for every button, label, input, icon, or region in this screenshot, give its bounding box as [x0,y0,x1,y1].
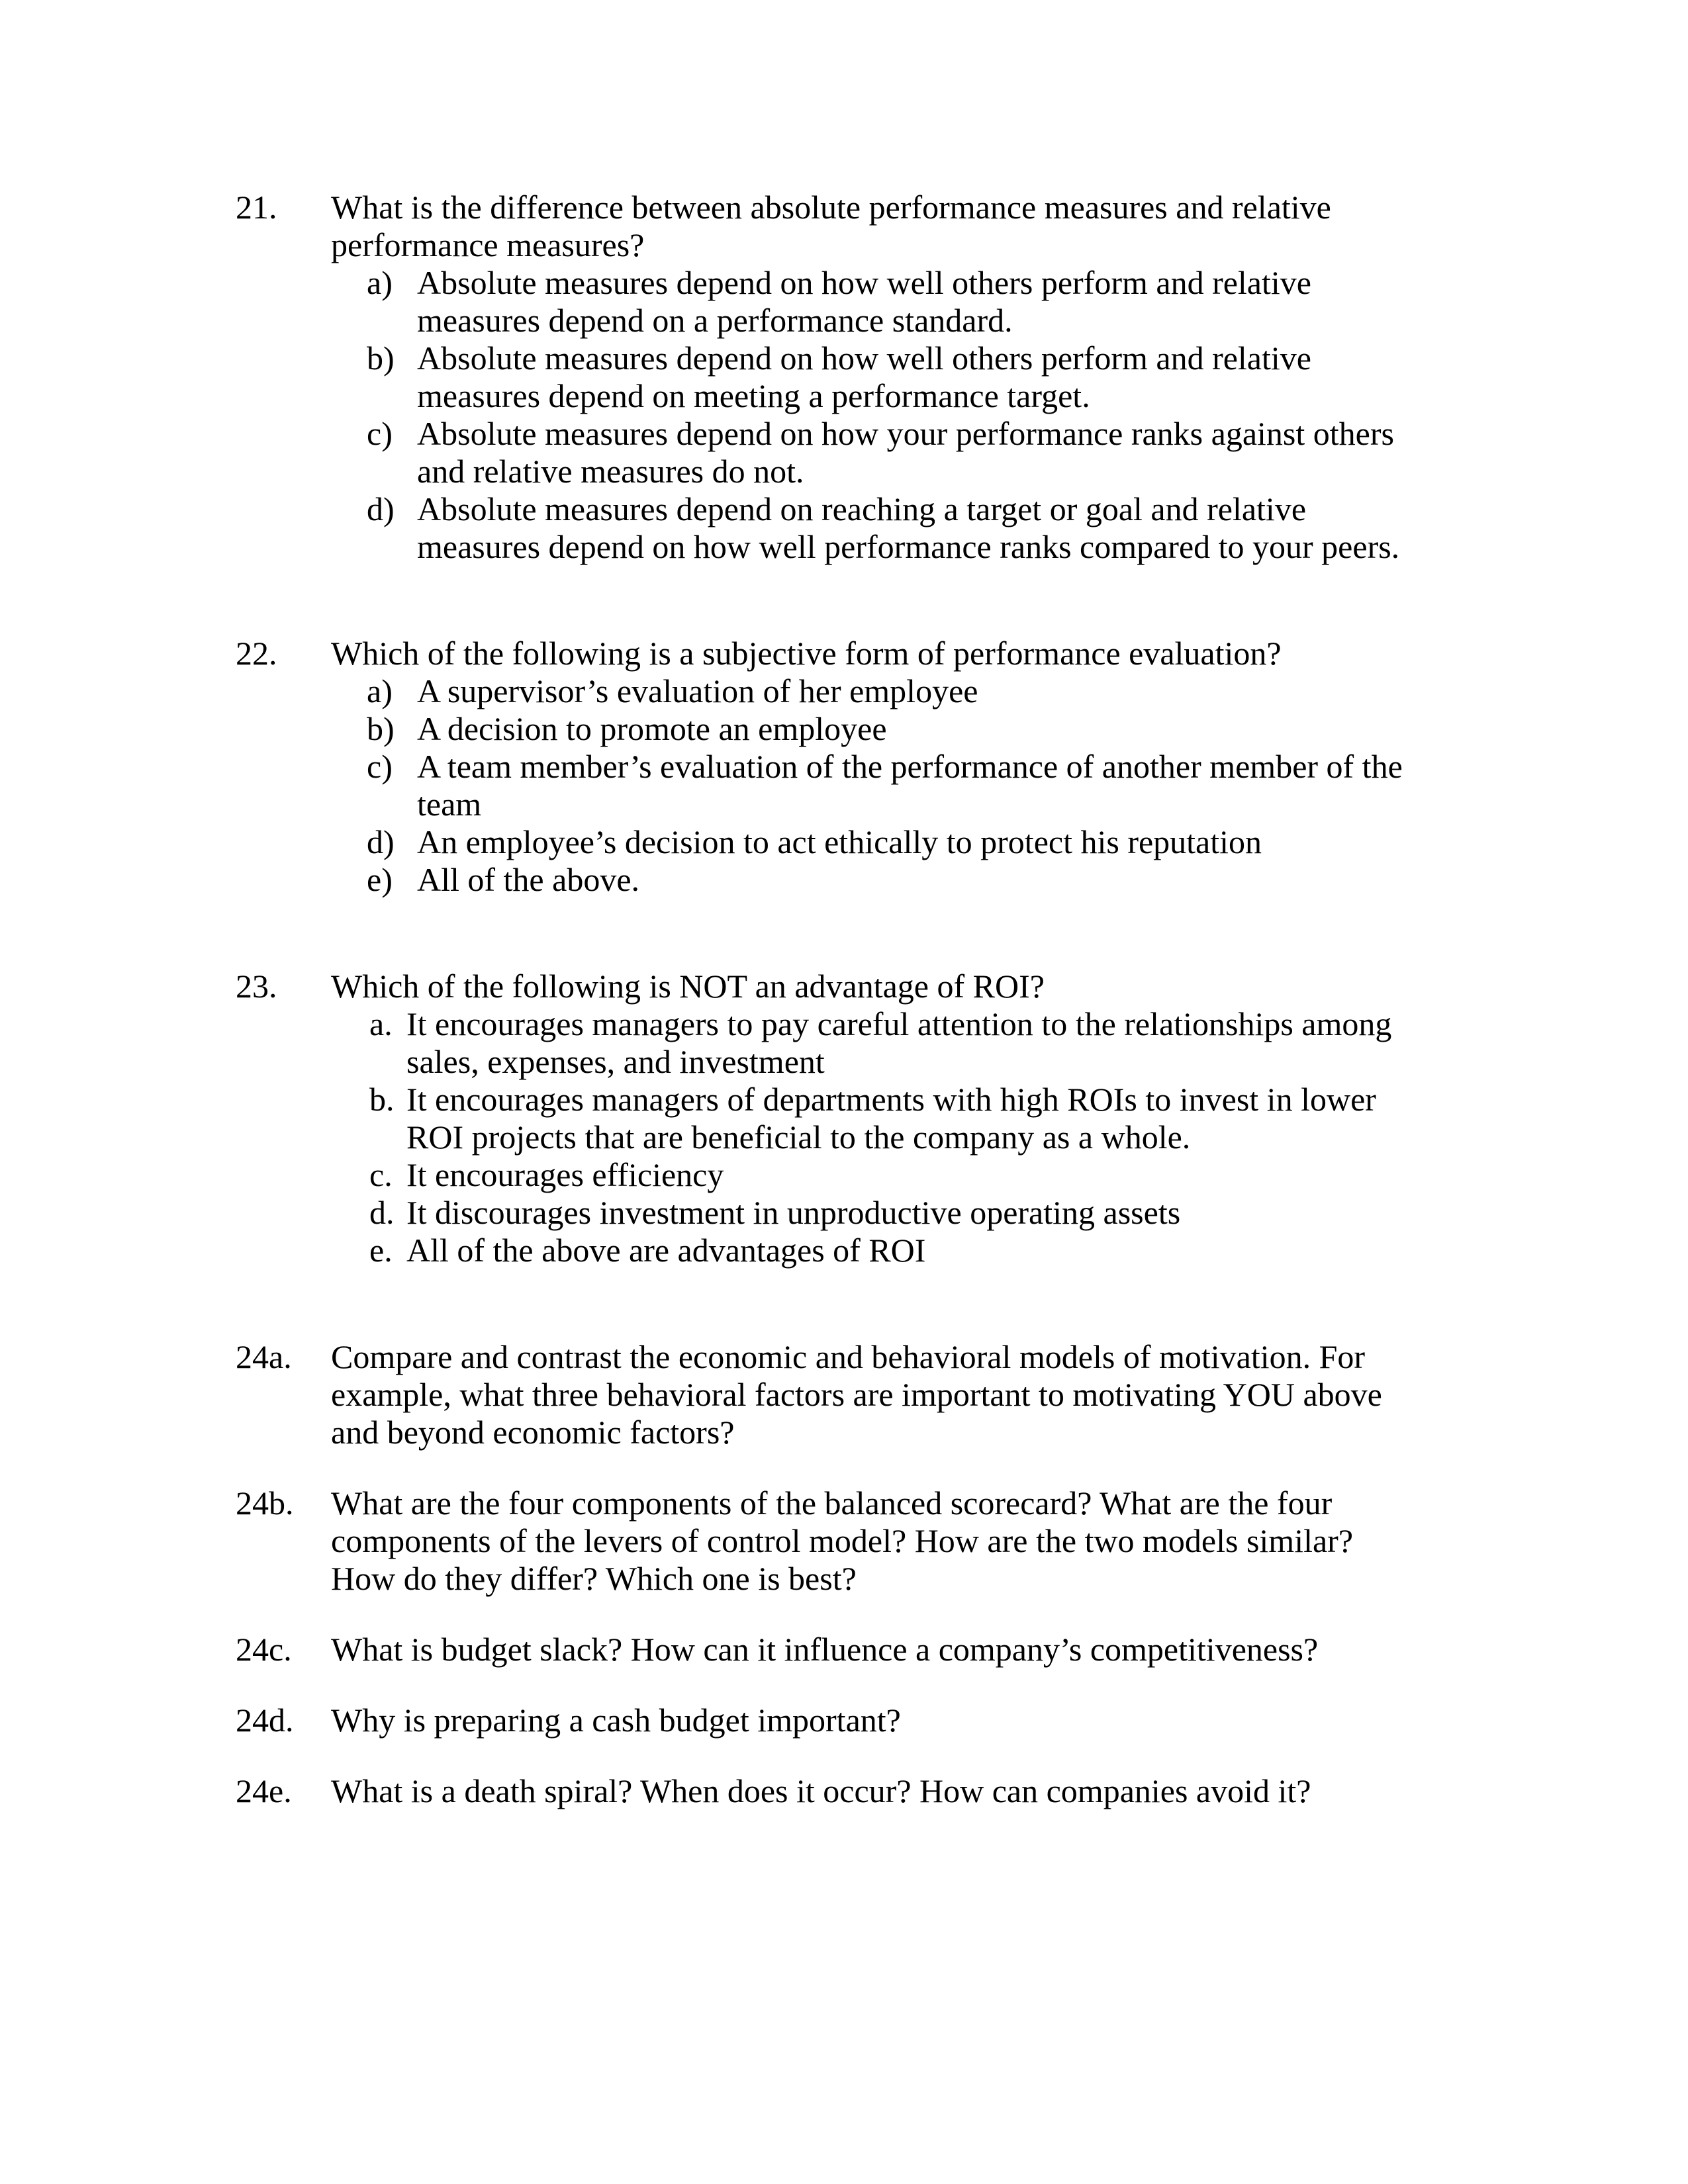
option-item [331,1232,1403,1269]
question-body [331,1702,1403,1739]
option-marker: d) [367,823,395,860]
question-number: 23. [236,968,277,1005]
question-number: 21. [236,189,277,226]
option-marker: e. [369,1232,393,1269]
option-item [331,823,1403,861]
option-text: It encourages managers to pay careful attention to the relationships among sales, expenses, and investment [406,1005,1392,1080]
option-marker: d) [367,490,395,527]
question-body [331,1484,1403,1598]
option-marker: d. [369,1194,395,1231]
options-list [331,1005,1403,1269]
question-body [331,635,1403,899]
question-number: 24a. [236,1338,292,1375]
question-text: What is a death spiral? When does it occur? How can companies avoid it? [331,1772,1311,1809]
option-marker: b. [369,1081,395,1118]
option-item [331,490,1403,566]
options-list [331,264,1403,566]
option-item [331,340,1403,415]
question-text: Which of the following is NOT an advantage of ROI? [331,968,1045,1005]
option-marker: b) [367,710,395,747]
question-number: 24d. [236,1702,294,1739]
question-body [331,1772,1403,1810]
option-marker: b) [367,340,395,377]
option-text: It encourages efficiency [406,1156,724,1193]
option-item [331,1005,1403,1081]
option-item [331,672,1403,710]
option-marker: c) [367,748,393,785]
question-body [331,189,1403,566]
question-24e [236,1772,1688,1810]
option-marker: a) [367,672,393,709]
option-marker: c. [369,1156,393,1193]
question-text: Which of the following is a subjective form of performance evaluation? [331,635,1282,672]
option-marker: a. [369,1005,393,1042]
question-24b [236,1484,1688,1598]
option-marker: c) [367,415,393,452]
question-number: 24b. [236,1484,294,1522]
question-24a [236,1338,1688,1451]
question-body [331,1631,1403,1668]
option-item [331,710,1403,748]
question-number: 24c. [236,1631,292,1668]
question-text: Why is preparing a cash budget important? [331,1702,901,1739]
question-number: 24e. [236,1772,292,1809]
question-text: Compare and contrast the economic and behavioral models of motivation. For example, what three behavioral factors are important to motivating YOU above and beyond economic factors? [331,1338,1382,1451]
option-text: It discourages investment in unproductive operating assets [406,1194,1181,1231]
option-text: It encourages managers of departments with high ROIs to invest in lower ROI projects that are beneficial to the company as a whole. [406,1081,1376,1156]
option-text: Absolute measures depend on how well others perform and relative measures depend on meeting a performance target. [417,340,1311,414]
option-item [331,264,1403,340]
question-body [331,1338,1403,1451]
question-number: 22. [236,635,277,672]
question-22 [236,635,1688,899]
option-text: An employee’s decision to act ethically to protect his reputation [417,823,1262,860]
option-item [331,748,1403,823]
option-marker: a) [367,264,393,301]
option-text: Absolute measures depend on how your performance ranks against others and relative measures do not. [417,415,1394,490]
option-text: A team member’s evaluation of the performance of another member of the team [417,748,1403,823]
option-text: All of the above are advantages of ROI [406,1232,926,1269]
option-text: Absolute measures depend on how well others perform and relative measures depend on a performance standard. [417,264,1311,339]
options-list [331,672,1403,899]
question-text: What is budget slack? How can it influence a company’s competitiveness? [331,1631,1319,1668]
question-text: What is the difference between absolute performance measures and relative performance measures? [331,189,1331,263]
question-body [331,968,1403,1269]
question-text: What are the four components of the balanced scorecard? What are the four components of the levers of control model? How are the two models similar? How do they differ? Which one is best? [331,1484,1354,1597]
option-text: All of the above. [417,861,640,898]
option-marker: e) [367,861,393,898]
option-text: A supervisor’s evaluation of her employee [417,672,978,709]
question-24c [236,1631,1688,1668]
option-text: Absolute measures depend on reaching a target or goal and relative measures depend on how well performance ranks compared to your peers. [417,490,1400,565]
question-24d [236,1702,1688,1739]
option-item [331,1194,1403,1232]
option-item [331,1156,1403,1194]
option-item [331,861,1403,899]
option-text: A decision to promote an employee [417,710,887,747]
question-21 [236,189,1688,566]
option-item [331,415,1403,490]
option-item [331,1081,1403,1156]
question-23 [236,968,1688,1269]
